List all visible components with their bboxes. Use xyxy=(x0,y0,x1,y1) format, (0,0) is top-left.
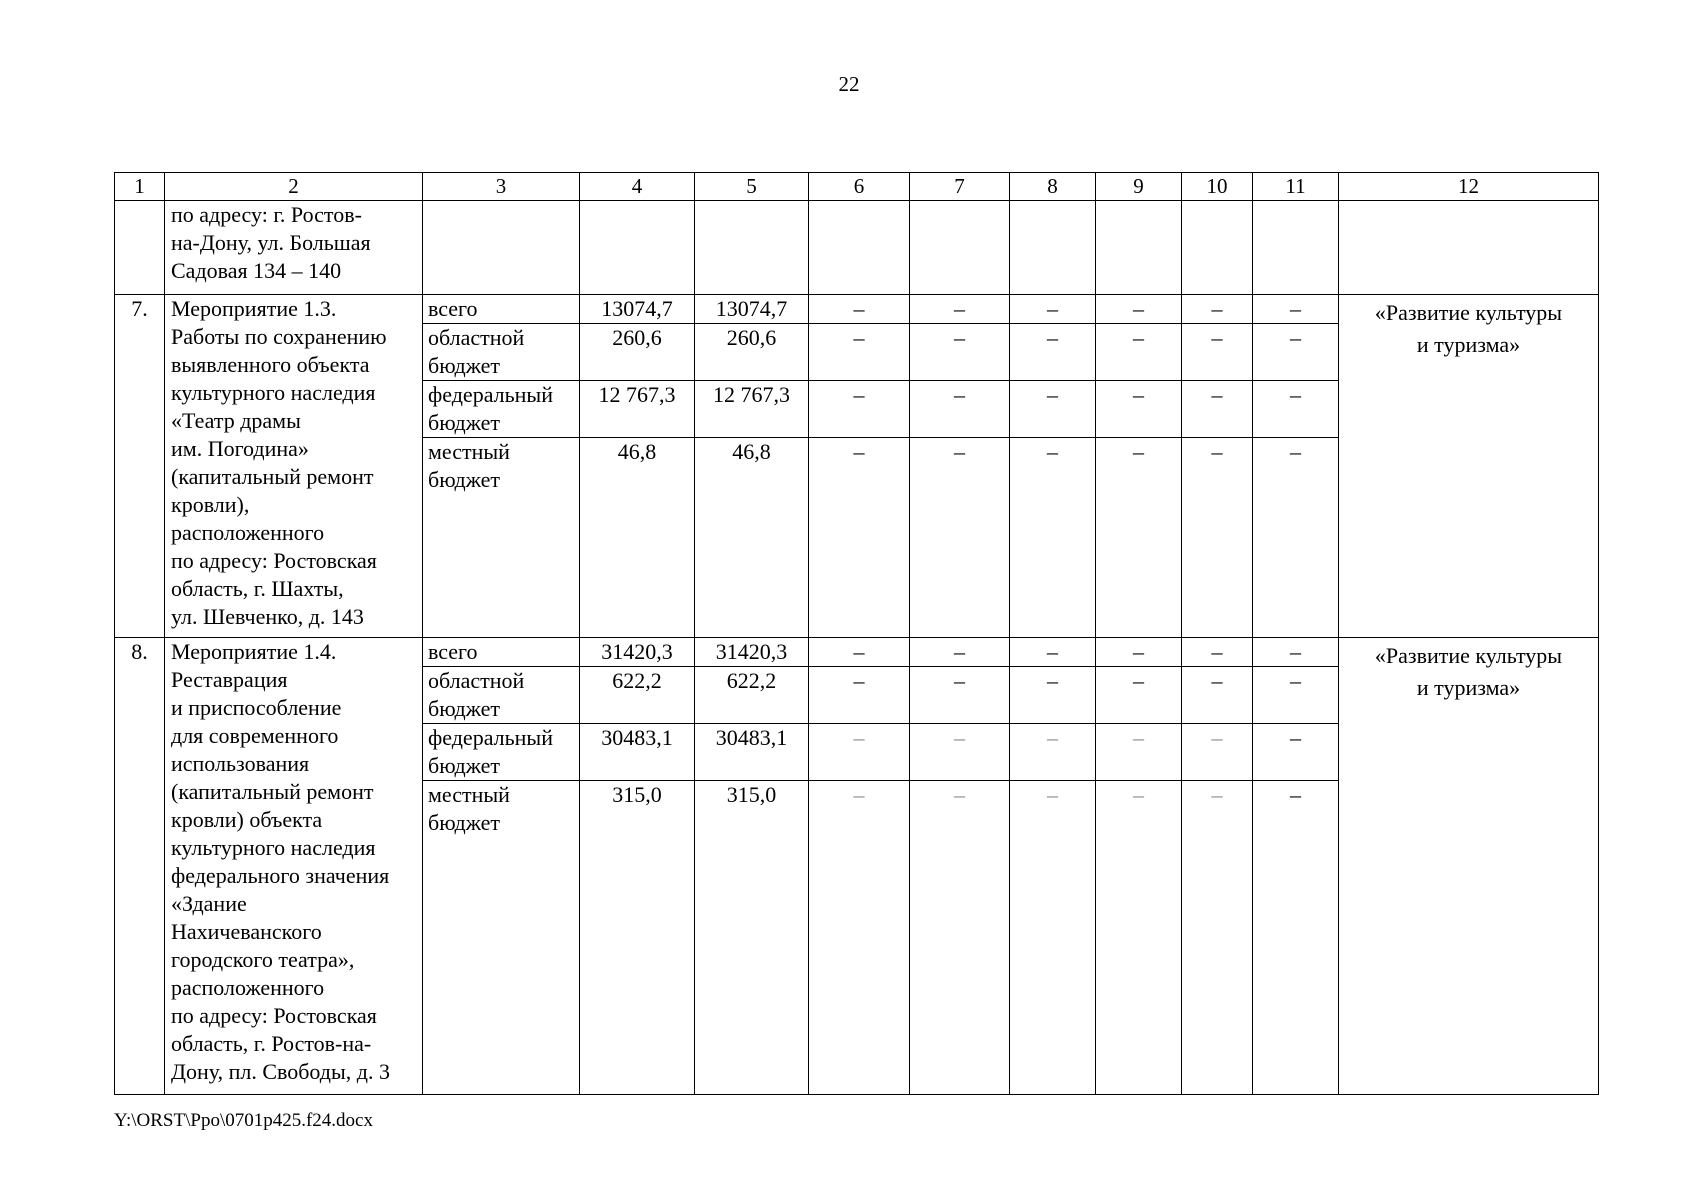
dash-cell: – xyxy=(1010,724,1096,781)
program-name: «Развитие культуры и туризма» xyxy=(1339,295,1599,638)
dash-cell: – xyxy=(1010,324,1096,381)
table-row xyxy=(115,295,1599,324)
value-cell: 46,8 xyxy=(695,438,809,638)
value-cell: 622,2 xyxy=(695,667,809,724)
dash-cell: – xyxy=(910,724,1010,781)
funding-source: местный бюджет xyxy=(423,781,580,1095)
value-cell: 315,0 xyxy=(695,781,809,1095)
dash-cell: – xyxy=(1253,381,1339,438)
value-cell: 260,6 xyxy=(695,324,809,381)
dash-cell: – xyxy=(1010,638,1096,667)
dash-cell: – xyxy=(910,638,1010,667)
dash-cell: – xyxy=(1010,438,1096,638)
program-name: «Развитие культуры и туризма» xyxy=(1339,638,1599,1095)
dash-cell: – xyxy=(910,295,1010,324)
col-header: 2 xyxy=(165,173,423,201)
col-header: 9 xyxy=(1096,173,1182,201)
dash-cell: – xyxy=(910,781,1010,1095)
col-header: 10 xyxy=(1182,173,1253,201)
value-cell: 31420,3 xyxy=(695,638,809,667)
value-cell: 622,2 xyxy=(580,667,695,724)
col-header: 11 xyxy=(1253,173,1339,201)
funding-source: областной бюджет xyxy=(423,324,580,381)
dash-cell: – xyxy=(809,324,910,381)
dash-cell: – xyxy=(809,724,910,781)
dash-cell: – xyxy=(1182,638,1253,667)
dash-cell: – xyxy=(1253,295,1339,324)
dash-cell: – xyxy=(1182,324,1253,381)
dash-cell: – xyxy=(1182,381,1253,438)
dash-cell: – xyxy=(1253,724,1339,781)
dash-cell: – xyxy=(1253,667,1339,724)
dash-cell: – xyxy=(910,381,1010,438)
dash-cell: – xyxy=(809,381,910,438)
dash-cell: – xyxy=(809,295,910,324)
file-path-footer: Y:\ORST\Ppo\0701p425.f24.docx xyxy=(114,1110,373,1131)
row-number: 8. xyxy=(115,638,165,1095)
col-header: 8 xyxy=(1010,173,1096,201)
table-row xyxy=(115,638,1599,667)
dash-cell: – xyxy=(809,638,910,667)
value-cell: 12 767,3 xyxy=(580,381,695,438)
funding-source: федеральный бюджет xyxy=(423,724,580,781)
column-header-row xyxy=(115,173,1599,201)
dash-cell: – xyxy=(1182,438,1253,638)
dash-cell: – xyxy=(1096,667,1182,724)
dash-cell: – xyxy=(1096,381,1182,438)
dash-cell: – xyxy=(1010,295,1096,324)
dash-cell: – xyxy=(1182,667,1253,724)
continuation-description: по адресу: г. Ростов- на-Дону, ул. Большая Садовая 134 – 140 xyxy=(165,201,423,295)
measure-description: Мероприятие 1.3. Работы по сохранению выявленного объекта культурного наследия «Театр драмы им. Погодина» (капитальный ремонт кровли), расположенного по адресу: Ростовская область, г. Шахты, ул. Шевченко, д. 143 xyxy=(165,295,423,638)
dash-cell: – xyxy=(1253,638,1339,667)
dash-cell: – xyxy=(1096,638,1182,667)
funding-source: федеральный бюджет xyxy=(423,381,580,438)
row-number: 7. xyxy=(115,295,165,638)
dash-cell: – xyxy=(1182,724,1253,781)
funding-source: всего xyxy=(423,638,580,667)
dash-cell: – xyxy=(1096,324,1182,381)
dash-cell: – xyxy=(1096,295,1182,324)
dash-cell: – xyxy=(910,438,1010,638)
dash-cell: – xyxy=(910,667,1010,724)
dash-cell: – xyxy=(1182,781,1253,1095)
value-cell: 315,0 xyxy=(580,781,695,1095)
dash-cell: – xyxy=(809,781,910,1095)
col-header: 12 xyxy=(1339,173,1599,201)
col-header: 3 xyxy=(423,173,580,201)
dash-cell: – xyxy=(809,667,910,724)
dash-cell: – xyxy=(809,438,910,638)
col-header: 6 xyxy=(809,173,910,201)
measure-description: Мероприятие 1.4. Реставрация и приспособление для современного использования (капитальный ремонт кровли) объекта культурного наследия федерального значения «Здание Нахичеванского городского театра», расположенного по адресу: Ростовская область, г. Ростов-на- Дону, пл. Свободы, д. 3 xyxy=(165,638,423,1095)
dash-cell: – xyxy=(1010,667,1096,724)
dash-cell: – xyxy=(1253,438,1339,638)
funding-source: областной бюджет xyxy=(423,667,580,724)
value-cell: 30483,1 xyxy=(580,724,695,781)
continuation-row xyxy=(115,201,1599,295)
dash-cell: – xyxy=(1096,438,1182,638)
col-header: 1 xyxy=(115,173,165,201)
col-header: 4 xyxy=(580,173,695,201)
value-cell: 12 767,3 xyxy=(695,381,809,438)
dash-cell: – xyxy=(1096,724,1182,781)
col-header: 7 xyxy=(910,173,1010,201)
value-cell: 46,8 xyxy=(580,438,695,638)
dash-cell: – xyxy=(1253,324,1339,381)
value-cell: 13074,7 xyxy=(580,295,695,324)
dash-cell: – xyxy=(1010,781,1096,1095)
value-cell: 31420,3 xyxy=(580,638,695,667)
dash-cell: – xyxy=(910,324,1010,381)
dash-cell: – xyxy=(1010,381,1096,438)
col-header: 5 xyxy=(695,173,809,201)
funding-source: местный бюджет xyxy=(423,438,580,638)
page-number: 22 xyxy=(838,72,860,96)
value-cell: 260,6 xyxy=(580,324,695,381)
dash-cell: – xyxy=(1096,781,1182,1095)
value-cell: 13074,7 xyxy=(695,295,809,324)
dash-cell: – xyxy=(1253,781,1339,1095)
measures-table xyxy=(114,172,1599,1095)
funding-source: всего xyxy=(423,295,580,324)
value-cell: 30483,1 xyxy=(695,724,809,781)
dash-cell: – xyxy=(1182,295,1253,324)
